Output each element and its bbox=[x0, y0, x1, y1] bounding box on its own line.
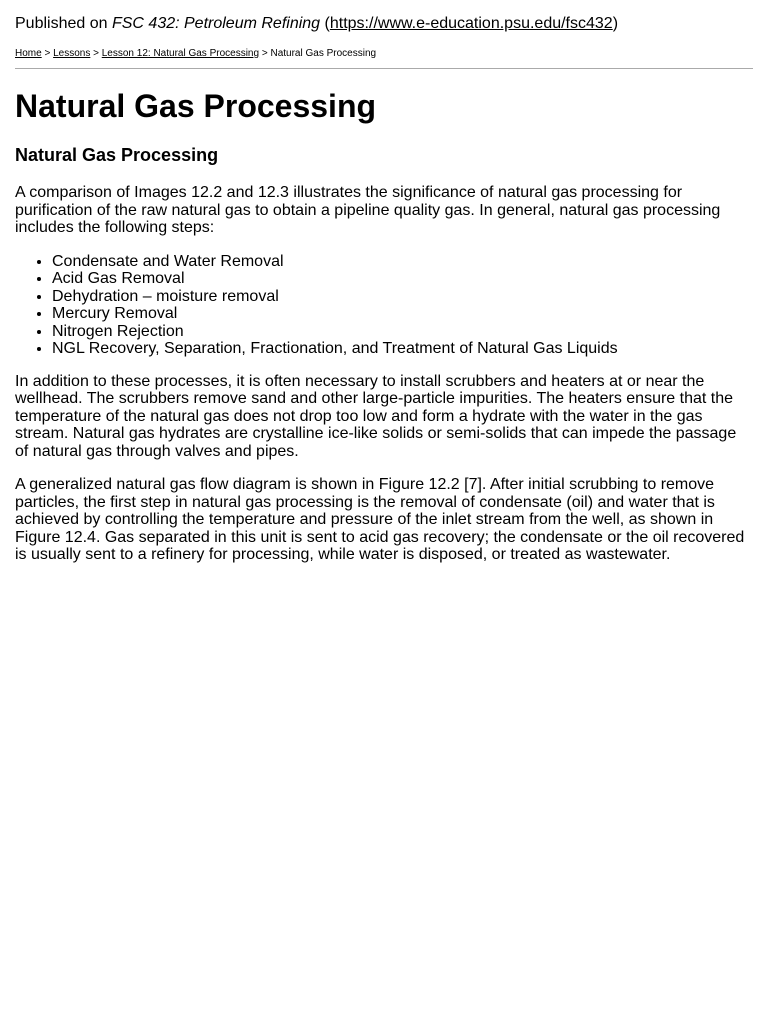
breadcrumb bbox=[15, 47, 753, 69]
breadcrumb-separator: > bbox=[259, 48, 271, 59]
open-paren: ( bbox=[320, 15, 330, 32]
breadcrumb-separator: > bbox=[90, 48, 102, 59]
list-item: • Nitrogen Rejection bbox=[52, 323, 753, 341]
list-item: • Condensate and Water Removal bbox=[52, 253, 753, 271]
breadcrumb-current: Natural Gas Processing bbox=[270, 48, 377, 59]
breadcrumb-lesson-link[interactable]: Lesson 12: Natural Gas Processing bbox=[101, 48, 260, 59]
list-item: • Mercury Removal bbox=[52, 305, 753, 323]
processing-steps-list bbox=[15, 253, 753, 358]
page-title: Natural Gas Processing bbox=[15, 88, 377, 124]
close-paren: ) bbox=[612, 15, 619, 32]
intro-paragraph: A comparison of Images 12.2 and 12.3 illustrates the significance of natural gas processing for purification of the raw natural gas to obtain a pipeline quality gas. In general, natural gas processing includes the following steps: bbox=[15, 184, 721, 236]
list-item: • Dehydration – moisture removal bbox=[52, 288, 753, 306]
course-url-link[interactable]: https://www.e-education.psu.edu/fsc432 bbox=[329, 15, 613, 32]
list-item: • NGL Recovery, Separation, Fractionation, and Treatment of Natural Gas Liquids bbox=[52, 340, 753, 358]
flow-diagram-paragraph: A generalized natural gas flow diagram is shown in Figure 12.2 [7]. After initial scrubbing to remove particles, the first step in natural gas processing is the removal of condensate (oil) and water that is achieved by controlling the temperature and pressure of the inlet stream from the well, as shown in Figure 12.4. Gas separated in this unit is sent to acid gas recovery; the condensate or the oil recovered is usually sent to a refinery for processing, while water is disposed, or treated as wastewater. bbox=[15, 476, 745, 563]
breadcrumb-lessons-link[interactable]: Lessons bbox=[53, 48, 91, 59]
breadcrumb-separator: > bbox=[41, 48, 54, 59]
list-item: • Acid Gas Removal bbox=[52, 270, 753, 288]
breadcrumb-home-link[interactable]: Home bbox=[15, 48, 42, 59]
section-heading: Natural Gas Processing bbox=[15, 145, 219, 165]
published-prefix: Published on bbox=[15, 15, 112, 32]
published-line bbox=[15, 14, 753, 34]
course-title: FSC 432: Petroleum Refining bbox=[111, 15, 321, 32]
scrubbers-paragraph: In addition to these processes, it is often necessary to install scrubbers and heaters at or near the wellhead. The scrubbers remove sand and other large-particle impurities. The heaters ensure that the temperature of the natural gas does not drop too low and form a hydrate with the water in the gas stream. Natural gas hydrates are crystalline ice-like solids or semi-solids that can impede the passage of natural gas through valves and pipes. bbox=[15, 372, 737, 460]
